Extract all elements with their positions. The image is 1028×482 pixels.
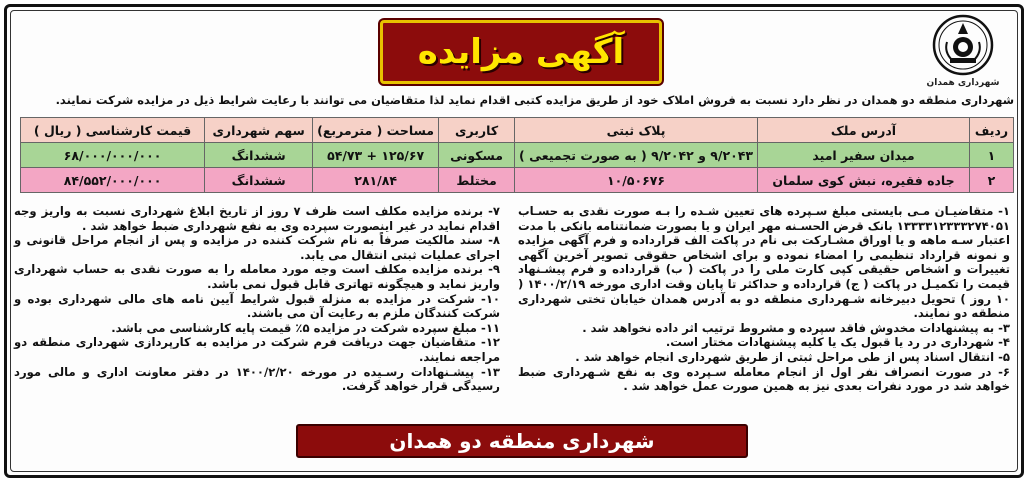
cell-address: جاده فقیره، نبش کوی سلمان	[758, 168, 970, 193]
cell-share: ششدانگ	[205, 168, 313, 193]
condition-item: ۱- متقاضیـان مـی بایستی مبلغ سـپرده های تعیین شـده را بـه صورت نقدی به حسـاب ۱۳۳۳۳۱۲۳۳۳۲۷۴۰۵۱ بانک قرض الحسـنه مهر ایران و یا بصورت ضمانتنامه بانکی با مدت اعتبار سـه ماهه و یا اوراق مشـارکت بی نام در پاکت الف قرارداده و فرم آگهی مزایده و نمونه قرارداد تنظیمی را امضاء نموده و برای اشخاص حقوقی تصویر آخرین آگهی تغییرات و اشخاص حقیقی کپی کارت ملی را در پاکت ( ب) قرارداده و فرم پیشـنهاد قیمت را تکمیـل در پاکت ( ج) قرارداده و حداکثر تا پایان وقت اداری مورخه ۱۴۰۰/۲/۱۹ ( ۱۰ روز ) تحویل دبیرخانه شـهرداری منطقه دو به آدرس همدان خیابان تختی شهرداری منطقه دو نمایند.	[517, 204, 1010, 321]
notice-title: آگهی مزایده	[417, 32, 625, 72]
col-header-row-number: ردیف	[970, 118, 1014, 143]
col-header-registration: پلاک ثبتی	[515, 118, 758, 143]
condition-item: ۷- برنده مزایده مکلف است ظرف ۷ روز از تاریخ ابلاغ شهرداری نسبت به واریز وجه اقدام نماید در غیر اینصورت سپرده وی به نفع شهرداری ضبط خواهد شد .	[14, 204, 500, 233]
col-header-address: آدرس ملک	[758, 118, 970, 143]
footer-banner	[296, 424, 748, 458]
table-header-row	[21, 118, 1014, 143]
cell-share: ششدانگ	[205, 143, 313, 168]
condition-item: ۱۱- مبلغ سپرده شرکت در مزایده ۵٪ قیمت پایه کارشناسی می باشد.	[111, 320, 500, 335]
cell-address: میدان سفیر امید	[758, 143, 970, 168]
condition-item: ۱۰- شرکت در مزایده به منزله قبول شرایط آیین نامه های مالی شهرداری بوده و شرکت کنندگان ملزم به رعایت آن می باشند.	[14, 291, 500, 321]
cell-row-number: ۱	[970, 143, 1014, 168]
intro-text: شهرداری منطقه دو همدان در نظر دارد نسبت به فروش املاک خود از طریق مزایده کتبی اقدام نماید لذا متقاضیان می توانند با رعایت شرایط ذیل در مزایده شرکت نمایند.	[55, 93, 1014, 107]
cell-price: ۶۸/۰۰۰/۰۰۰/۰۰۰	[21, 143, 205, 168]
cell-area: ۲۸۱/۸۴	[313, 168, 439, 193]
condition-item: ۴- شهرداری در رد یا قبول یک یا کلیه پیشنهادات مختار است.	[665, 335, 1010, 350]
condition-item: ۱۲- متقاضیان جهت دریافت فرم شرکت در مزایده به کارپردازی شهرداری منطقه دو مراجعه نمایند.	[14, 335, 500, 364]
cell-row-number: ۲	[970, 168, 1014, 193]
municipality-emblem-icon	[932, 14, 994, 76]
table-row	[21, 143, 1014, 168]
notice-title-banner	[380, 20, 662, 84]
cell-price: ۸۴/۵۵۲/۰۰۰/۰۰۰	[21, 168, 205, 193]
col-header-share: سهم شهرداری	[205, 118, 313, 143]
col-header-price: قیمت کارشناسی ( ریال )	[21, 118, 205, 143]
condition-item: ۶- در صورت انصراف نفر اول از انجام معامله سـپرده وی به نفع شـهرداری ضبط خواهد شد در مورد نفرات بعدی نیز به همین صورت عمل خواهد شد .	[518, 364, 1010, 394]
cell-registration: ۱۰/۵۰۶۷۶	[515, 168, 758, 193]
conditions-right-column	[518, 204, 1010, 394]
table-row	[21, 168, 1014, 193]
col-header-area: مساحت ( مترمربع)	[313, 118, 439, 143]
condition-item: ۳- به پیشنهادات مخدوش فاقد سپرده و مشروط ترتیب اثر داده نخواهد شد .	[582, 320, 1010, 335]
cell-registration: ۹/۲۰۴۳ و ۹/۲۰۴۲ ( به صورت تجمیعی )	[515, 143, 758, 168]
properties-table	[20, 117, 1014, 193]
cell-usage: مختلط	[439, 168, 515, 193]
cell-usage: مسکونی	[439, 143, 515, 168]
condition-item: ۵- انتقال اسناد پس از طی مراحل ثبتی از طریق شهرداری انجام خواهد شد .	[575, 349, 1010, 364]
footer-text: شهرداری منطقه دو همدان	[389, 429, 655, 453]
cell-area: ۱۲۵/۶۷ + ۵۴/۷۳	[313, 143, 439, 168]
condition-item: ۸- سند مالکیت صرفاً به نام شرکت کننده در مزایده و پس از انجام مراحل قانونی و اجرای عملیات ثبتی انتقال می یابد.	[14, 233, 500, 262]
col-header-usage: کاربری	[439, 118, 515, 143]
condition-item: ۹- برنده مزایده مکلف است وجه مورد معامله را به صورت نقدی به حساب شهرداری واریز نماید و هیچگونه تهاتری قابل قبول نمی باشد.	[14, 262, 500, 291]
municipality-logo	[924, 14, 1002, 94]
logo-caption: شهرداری همدان	[926, 78, 1000, 88]
conditions-left-column	[14, 204, 500, 394]
condition-item: ۱۳- پیشـنهادات رسـیده در مورخه ۱۴۰۰/۲/۲۰ در دفتر معاونت اداری و مالی مورد رسیدگی قرار خواهد گرفت.	[14, 364, 500, 394]
